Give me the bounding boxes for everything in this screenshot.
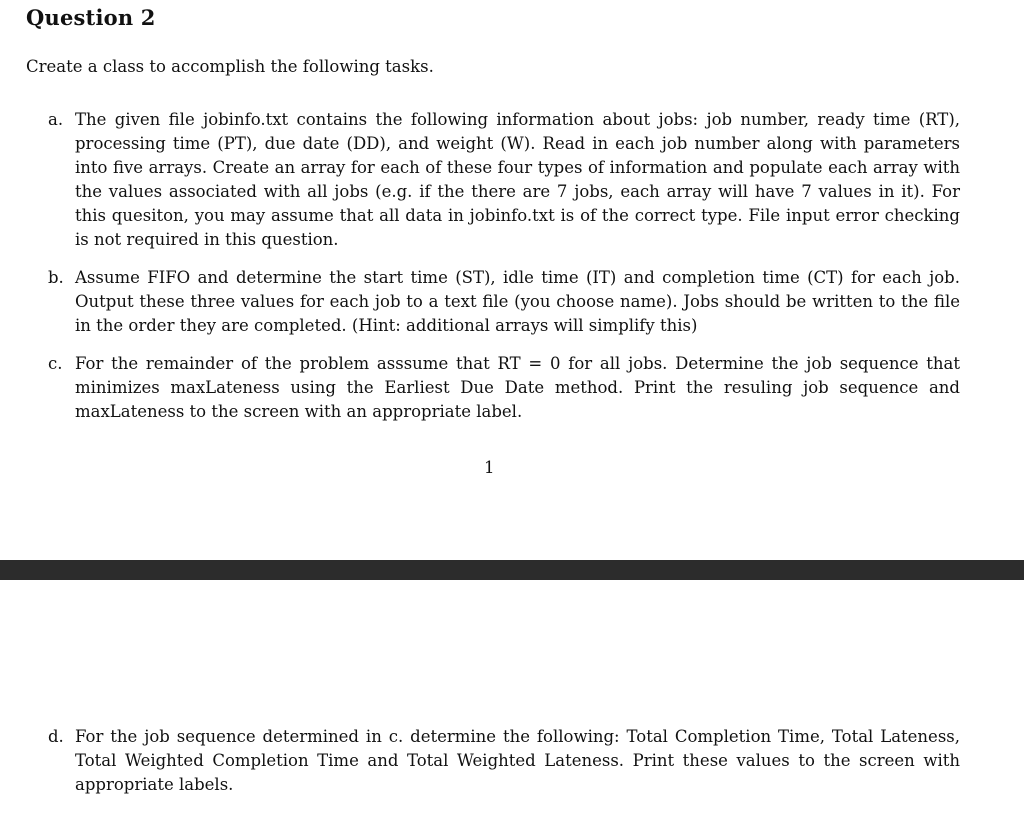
task-text: The given file jobinfo.txt contains the following information about jobs: job number, ready time (RT), processing time (PT), due date (DD), and weight (W). Read in each job number along with parameters into five arrays. Create an array for each of these four types of information and populate each array with the values associated with all jobs (e.g. if the there are 7 jobs, each array will have 7 values in it). For this quesiton, you may assume that all data in jobinfo.txt is of the correct type. File input error checking is not required in this question.	[75, 110, 960, 249]
task-item-d	[48, 725, 960, 797]
intro-text: Create a class to accomplish the following tasks.	[26, 57, 434, 76]
page-number: 1	[484, 458, 495, 477]
task-text: For the remainder of the problem asssume that RT = 0 for all jobs. Determine the job sequence that minimizes maxLateness using the Earliest Due Date method. Print the resuling job sequence and maxLateness to the screen with an appropriate label.	[75, 354, 960, 421]
question-heading: Question 2	[26, 5, 156, 30]
task-item-c	[48, 352, 960, 424]
task-item-a	[48, 108, 960, 252]
task-marker: b.	[48, 268, 64, 287]
page-separator	[0, 560, 1024, 580]
task-text: For the job sequence determined in c. determine the following: Total Completion Time, Total Lateness, Total Weighted Completion Time and Total Weighted Lateness. Print these values to the screen with appropriate labels.	[75, 727, 960, 794]
task-marker: a.	[48, 110, 64, 129]
task-marker: d.	[48, 727, 64, 746]
task-marker: c.	[48, 354, 63, 373]
task-item-b	[48, 266, 960, 338]
task-text: Assume FIFO and determine the start time (ST), idle time (IT) and completion time (CT) for each job. Output these three values for each job to a text file (you choose name). Jobs should be written to the file in the order they are completed. (Hint: additional arrays will simplify this)	[75, 268, 960, 335]
